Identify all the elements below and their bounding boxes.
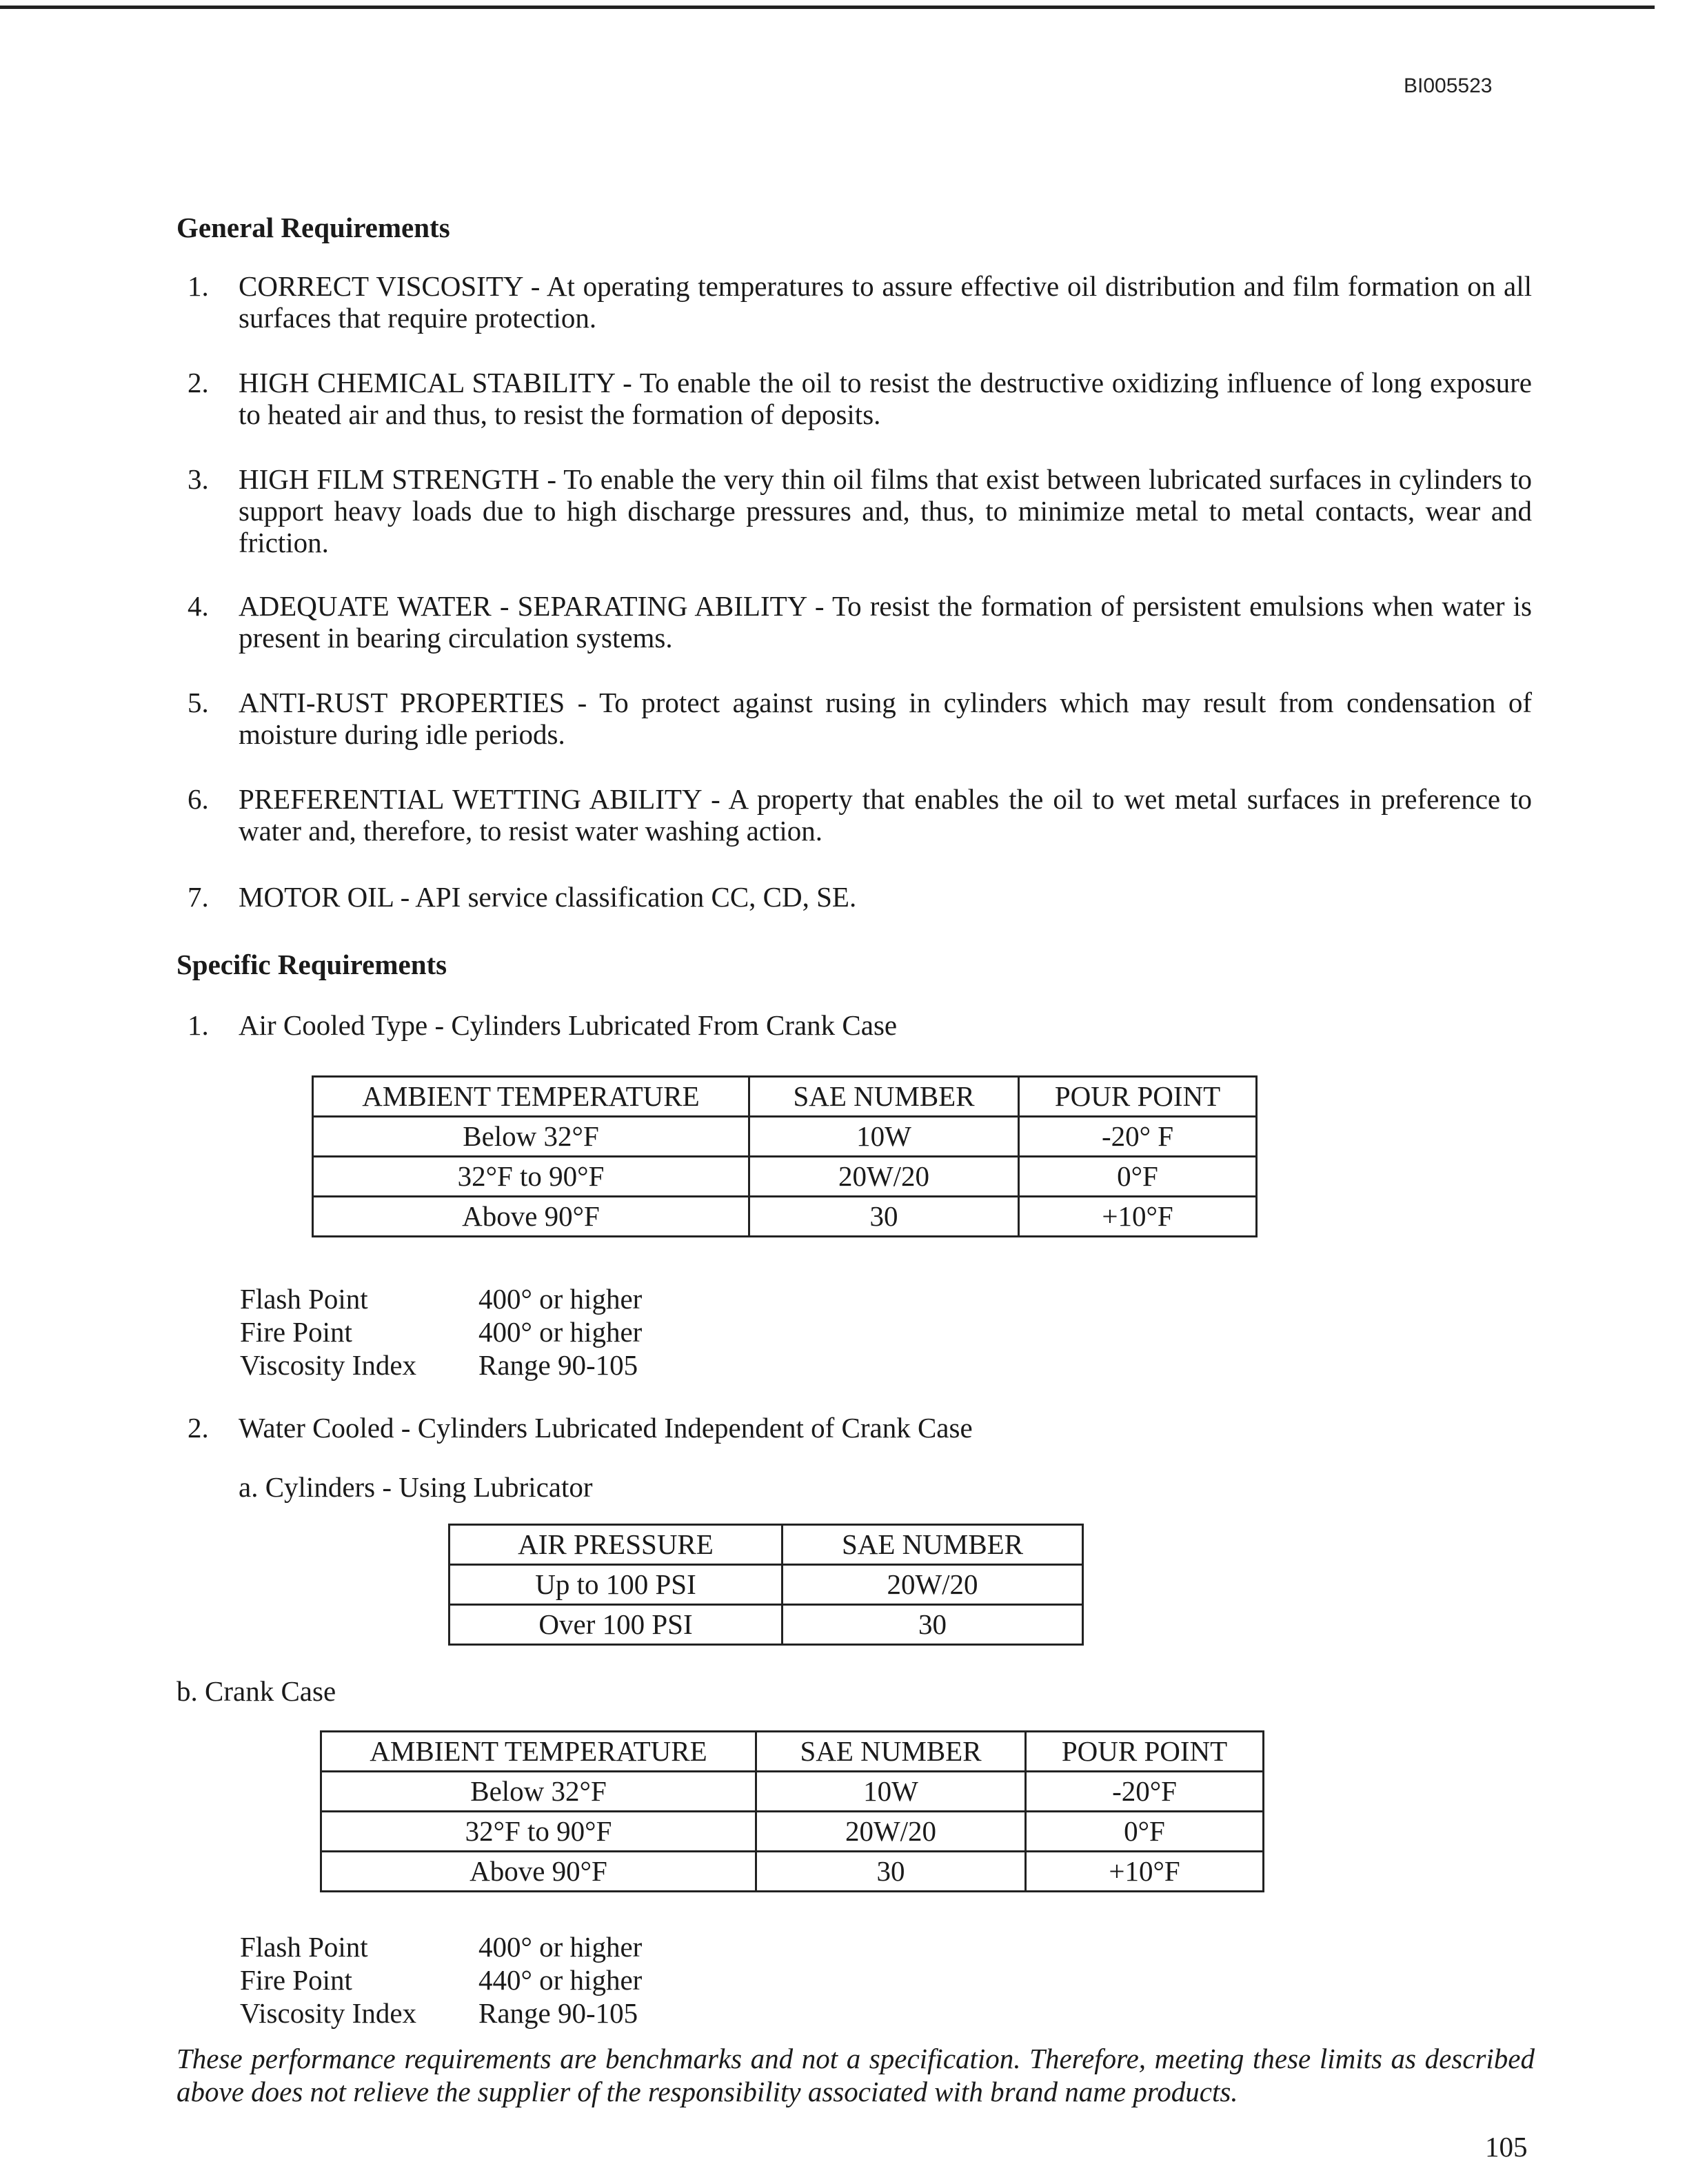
column-header: AMBIENT TEMPERATURE [313, 1077, 749, 1117]
item-title: HIGH CHEMICAL STABILITY [239, 367, 615, 398]
item-title: HIGH FILM STRENGTH [239, 463, 540, 495]
crank-case-sae-table [320, 1730, 1264, 1892]
table-cell: 20W/20 [783, 1565, 1083, 1605]
property-value: 400° or higher [478, 1931, 643, 1963]
table-cell: 20W/20 [756, 1812, 1026, 1852]
item-title: CORRECT VISCOSITY [239, 270, 523, 302]
table-cell: 32°F to 90°F [313, 1157, 749, 1197]
table-cell: 10W [749, 1117, 1019, 1157]
property-value: Range 90-105 [478, 1349, 638, 1381]
item-number: 6. [188, 783, 209, 815]
table-row [321, 1812, 1264, 1852]
table-cell: Over 100 PSI [450, 1605, 783, 1645]
air-pressure-sae-table [448, 1524, 1084, 1646]
property-value: Range 90-105 [478, 1997, 638, 2029]
general-requirement-6 [188, 783, 1532, 847]
column-header: SAE NUMBER [783, 1525, 1083, 1565]
table-row [450, 1565, 1083, 1605]
property-label: Viscosity Index [240, 1997, 417, 2029]
item-title: ADEQUATE WATER - SEPARATING ABILITY [239, 590, 807, 622]
property-value: 440° or higher [478, 1964, 643, 1996]
table-header-row [313, 1077, 1257, 1117]
item-title: ANTI-RUST PROPERTIES [239, 687, 565, 718]
item-title: PREFERENTIAL WETTING ABILITY [239, 783, 702, 815]
subsection-b-title: b. Crank Case [176, 1675, 336, 1707]
table-cell: Below 32°F [321, 1772, 756, 1812]
subsection-a-title: a. Cylinders - Using Lubricator [239, 1471, 593, 1503]
item-text: - API service classification CC, CD, SE. [393, 881, 857, 913]
page-number: 105 [1485, 2131, 1528, 2163]
table-row [313, 1197, 1257, 1237]
table-row [321, 1852, 1264, 1892]
item-number: 4. [188, 590, 209, 622]
section-2-title: Water Cooled - Cylinders Lubricated Independent of Crank Case [239, 1412, 973, 1444]
table-cell: Up to 100 PSI [450, 1565, 783, 1605]
table-cell: 30 [756, 1852, 1026, 1892]
table-header-row [450, 1525, 1083, 1565]
air-cooled-sae-table [312, 1075, 1258, 1237]
table-row [321, 1772, 1264, 1812]
item-title: MOTOR OIL [239, 881, 394, 913]
table-cell: +10°F [1019, 1197, 1257, 1237]
top-rule [0, 6, 1655, 9]
table-cell: -20°F [1026, 1772, 1264, 1812]
item-number: 1. [188, 270, 209, 302]
general-requirements-heading: General Requirements [176, 212, 450, 243]
table-row [450, 1605, 1083, 1645]
table-header-row [321, 1732, 1264, 1772]
column-header: AMBIENT TEMPERATURE [321, 1732, 756, 1772]
table-cell: Above 90°F [321, 1852, 756, 1892]
table-cell: 10W [756, 1772, 1026, 1812]
disclaimer-note: These performance requirements are benchmarks and not a specification. Therefore, meeting these limits as described above does not relieve the supplier of the responsibility associated with brand name products. [176, 2043, 1535, 2107]
table-cell: 0°F [1026, 1812, 1264, 1852]
item-text: - A property that enables the oil to wet metal surfaces in preference to water and, therefore, to resist water washing action. [239, 783, 1533, 847]
section-1-number: 1. [188, 1009, 209, 1041]
column-header: SAE NUMBER [749, 1077, 1019, 1117]
table-cell: +10°F [1026, 1852, 1264, 1892]
item-text: - At operating temperatures to assure effective oil distribution and film formation on all surfaces that require protection. [239, 270, 1532, 334]
column-header: POUR POINT [1019, 1077, 1257, 1117]
item-text: - To enable the very thin oil films that exist between lubricated surfaces in cylinders to support heavy loads due to high discharge pressures and, thus, to minimize metal to metal contacts, wear and friction. [239, 463, 1532, 558]
section-1-title: Air Cooled Type - Cylinders Lubricated From Crank Case [239, 1009, 898, 1041]
item-text: - To protect against rusing in cylinders which may result from condensation of moisture during idle periods. [239, 687, 1532, 750]
table-cell: 30 [749, 1197, 1019, 1237]
item-text: - To enable the oil to resist the destructive oxidizing influence of long exposure to heated air and thus, to resist the formation of deposits. [239, 367, 1532, 430]
table-cell: -20° F [1019, 1117, 1257, 1157]
general-requirement-2 [188, 367, 1532, 430]
property-value: 400° or higher [478, 1316, 643, 1348]
table-row [313, 1117, 1257, 1157]
item-number: 3. [188, 463, 209, 495]
property-label: Flash Point [240, 1931, 368, 1963]
property-label: Fire Point [240, 1964, 352, 1996]
item-text: - To resist the formation of persistent emulsions when water is present in bearing circulation systems. [239, 590, 1532, 654]
item-number: 5. [188, 687, 209, 718]
column-header: POUR POINT [1026, 1732, 1264, 1772]
table-cell: Below 32°F [313, 1117, 749, 1157]
column-header: SAE NUMBER [756, 1732, 1026, 1772]
property-label: Viscosity Index [240, 1349, 417, 1381]
table-cell: 0°F [1019, 1157, 1257, 1197]
general-requirement-1 [188, 270, 1532, 334]
item-number: 2. [188, 367, 209, 398]
general-requirement-3 [188, 463, 1532, 558]
general-requirement-4 [188, 590, 1532, 654]
table-cell: Above 90°F [313, 1197, 749, 1237]
property-label: Flash Point [240, 1283, 368, 1315]
table-cell: 32°F to 90°F [321, 1812, 756, 1852]
column-header: AIR PRESSURE [450, 1525, 783, 1565]
item-number: 7. [188, 881, 209, 913]
property-value: 400° or higher [478, 1283, 643, 1315]
table-row [313, 1157, 1257, 1197]
general-requirement-5 [188, 687, 1532, 750]
table-cell: 20W/20 [749, 1157, 1019, 1197]
general-requirement-7 [188, 881, 1532, 913]
specific-requirements-heading: Specific Requirements [176, 949, 447, 980]
table-cell: 30 [783, 1605, 1083, 1645]
property-label: Fire Point [240, 1316, 352, 1348]
section-2-number: 2. [188, 1412, 209, 1444]
document-id: BI005523 [1404, 74, 1493, 97]
